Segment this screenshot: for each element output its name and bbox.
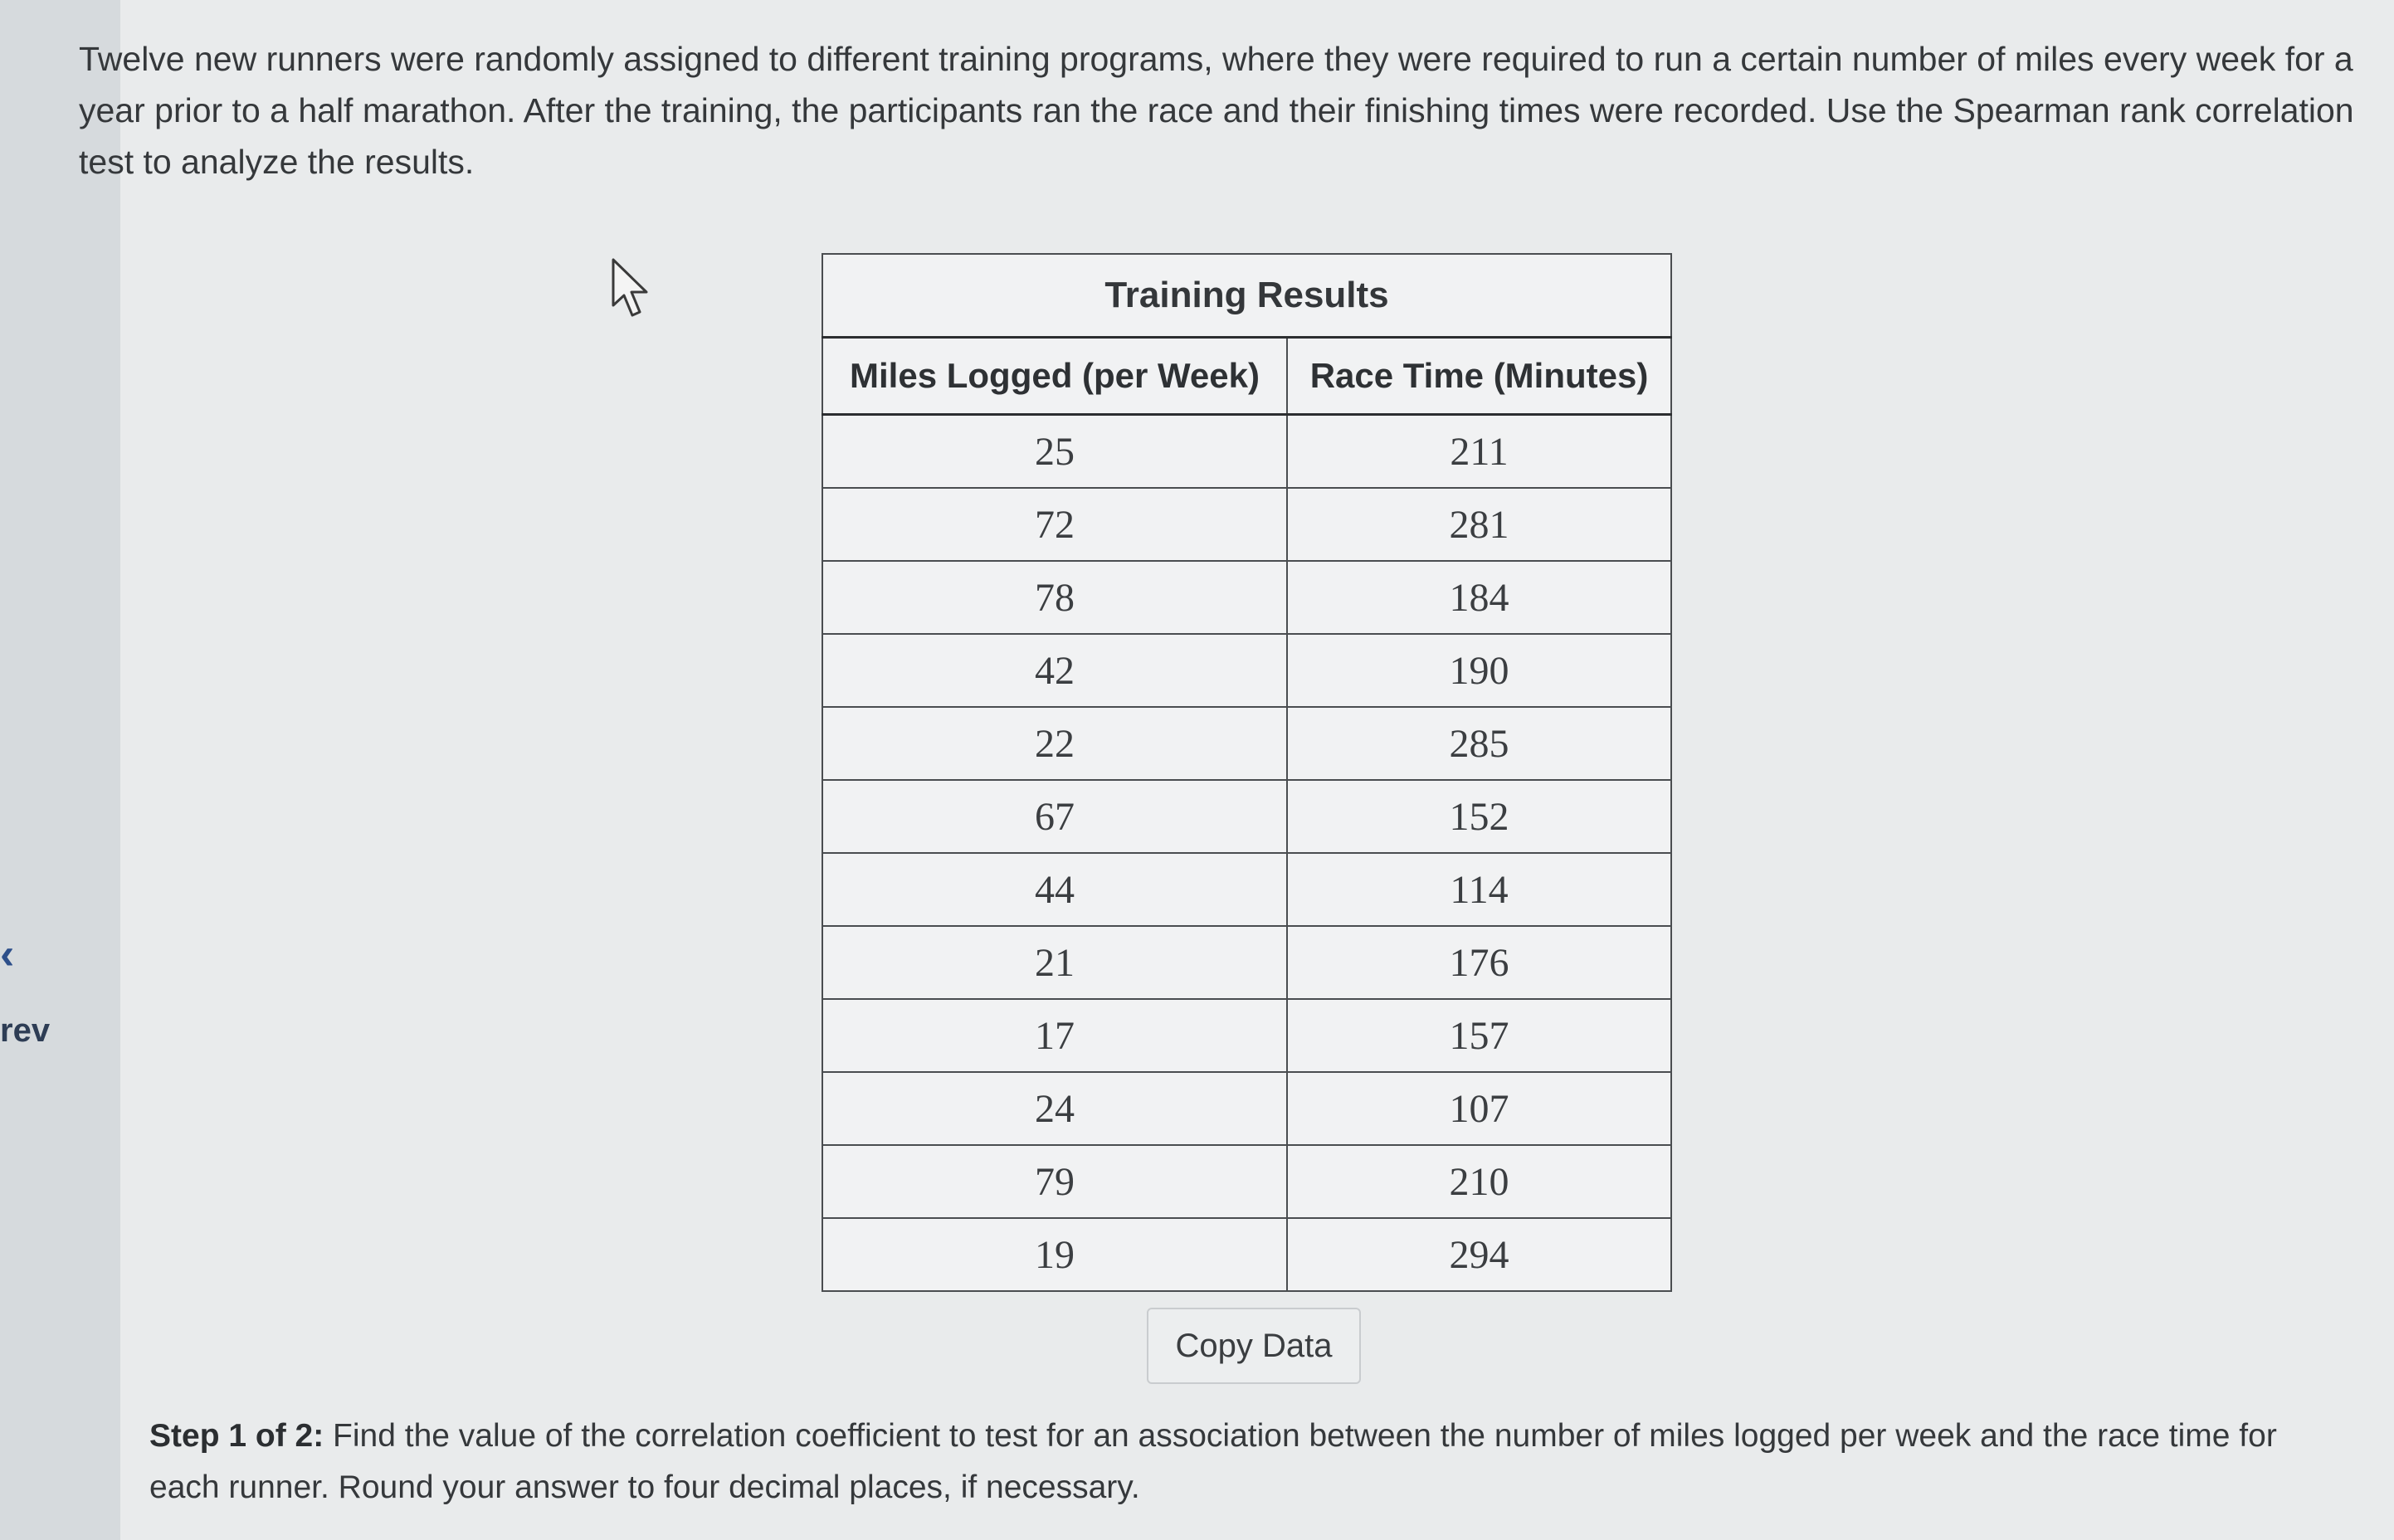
race-time-cell: 107 xyxy=(1287,1072,1671,1145)
miles-cell: 44 xyxy=(822,853,1287,926)
step-text: Find the value of the correlation coefficient to test for an association between the number of miles logged per week and the race time for each runner. Round your answer to four decimal places, if necessary. xyxy=(149,1418,2277,1505)
table-row xyxy=(822,561,1671,634)
miles-cell: 19 xyxy=(822,1218,1287,1291)
miles-cell: 78 xyxy=(822,561,1287,634)
table-row xyxy=(822,1072,1671,1145)
column-header-race-time: Race Time (Minutes) xyxy=(1287,338,1671,415)
miles-cell: 17 xyxy=(822,999,1287,1072)
column-header-miles: Miles Logged (per Week) xyxy=(822,338,1287,415)
miles-cell: 22 xyxy=(822,707,1287,780)
prev-button-label[interactable]: rev xyxy=(0,1012,51,1049)
race-time-cell: 157 xyxy=(1287,999,1671,1072)
training-results-table xyxy=(822,253,1672,1292)
race-time-cell: 210 xyxy=(1287,1145,1671,1218)
race-time-cell: 190 xyxy=(1287,634,1671,707)
race-time-cell: 114 xyxy=(1287,853,1671,926)
copy-data-button[interactable]: Copy Data xyxy=(1147,1308,1361,1384)
table-row xyxy=(822,1218,1671,1291)
race-time-cell: 184 xyxy=(1287,561,1671,634)
race-time-cell: 285 xyxy=(1287,707,1671,780)
miles-cell: 67 xyxy=(822,780,1287,853)
race-time-cell: 294 xyxy=(1287,1218,1671,1291)
mouse-pointer-icon xyxy=(610,257,656,319)
left-rail xyxy=(0,0,120,1540)
table-row xyxy=(822,415,1671,489)
prev-chevron-icon[interactable]: ‹ xyxy=(0,930,15,978)
race-time-cell: 152 xyxy=(1287,780,1671,853)
table-row xyxy=(822,853,1671,926)
table-row xyxy=(822,488,1671,561)
table-row xyxy=(822,634,1671,707)
miles-cell: 72 xyxy=(822,488,1287,561)
table-row xyxy=(822,780,1671,853)
table-row xyxy=(822,926,1671,999)
question-text: Twelve new runners were randomly assigned to different training programs, where they were required to run a certain number of miles every week for a year prior to a half marathon. After the training, the participants ran the race and their finishing times were recorded. Use the Spearman rank correlation test to analyze the results. xyxy=(79,40,2354,181)
miles-cell: 21 xyxy=(822,926,1287,999)
table-row xyxy=(822,1145,1671,1218)
miles-cell: 42 xyxy=(822,634,1287,707)
training-results-table-wrapper xyxy=(822,253,1672,1292)
step-instructions xyxy=(149,1411,2340,1513)
miles-cell: 25 xyxy=(822,415,1287,489)
table-title: Training Results xyxy=(822,254,1671,338)
step-label: Step 1 of 2: xyxy=(149,1418,324,1454)
table-row xyxy=(822,707,1671,780)
miles-cell: 24 xyxy=(822,1072,1287,1145)
table-row xyxy=(822,999,1671,1072)
miles-cell: 79 xyxy=(822,1145,1287,1218)
race-time-cell: 281 xyxy=(1287,488,1671,561)
race-time-cell: 211 xyxy=(1287,415,1671,489)
race-time-cell: 176 xyxy=(1287,926,1671,999)
